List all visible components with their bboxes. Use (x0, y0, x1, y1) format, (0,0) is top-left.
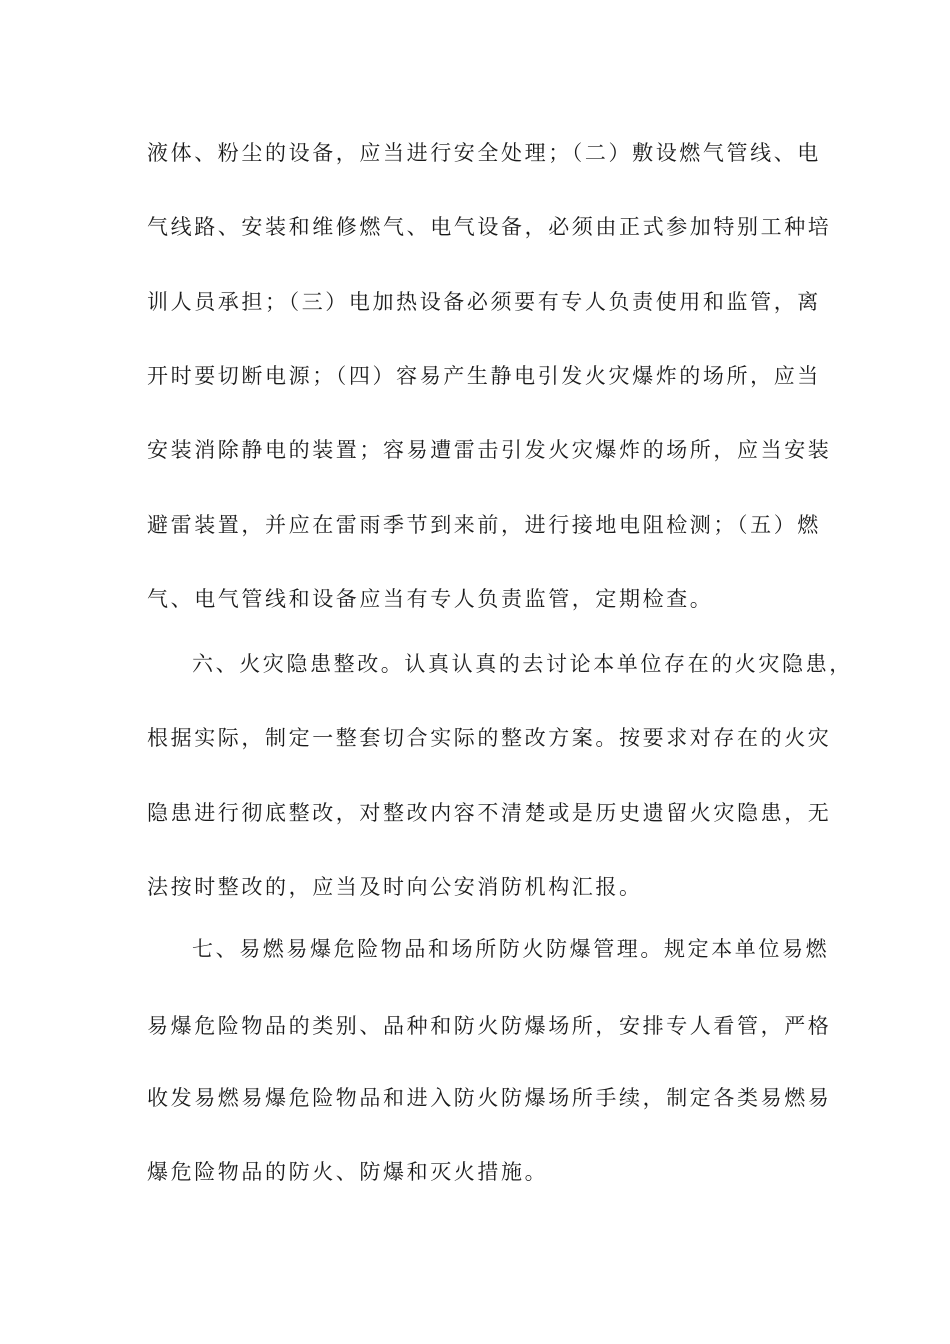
text-line: 液体、粉尘的设备，应当进行安全处理；（二）敷设燃气管线、电 (147, 141, 821, 165)
text-line: 气、电气管线和设备应当有专人负责监管，定期检查。 (147, 587, 714, 611)
paragraph-six-first-line: 六、火灾隐患整改。认真认真的去讨论本单位存在的火灾隐患， (192, 652, 853, 676)
text-line: 训人员承担；（三）电加热设备必须要有专人负责使用和监管，离 (147, 290, 821, 314)
text-line: 爆危险物品的防火、防爆和灭火措施。 (147, 1160, 549, 1184)
text-line: 开时要切断电源；（四）容易产生静电引发火灾爆炸的场所，应当 (147, 364, 821, 388)
text-line: 避雷装置，并应在雷雨季节到来前，进行接地电阻检测；（五）燃 (147, 513, 821, 537)
text-line: 气线路、安装和维修燃气、电气设备，必须由正式参加特别工种培 (147, 215, 832, 239)
text-line: 根据实际，制定一整套切合实际的整改方案。按要求对存在的火灾 (147, 726, 832, 750)
text-line: 法按时整改的，应当及时向公安消防机构汇报。 (147, 875, 643, 899)
text-line: 安装消除静电的装置；容易遭雷击引发火灾爆炸的场所，应当安装 (147, 438, 832, 462)
paragraph-seven-first-line: 七、易燃易爆危险物品和场所防火防爆管理。规定本单位易燃 (192, 937, 830, 961)
text-line: 收发易燃易爆危险物品和进入防火防爆场所手续，制定各类易燃易 (147, 1086, 832, 1110)
text-line: 易爆危险物品的类别、品种和防火防爆场所，安排专人看管，严格 (147, 1014, 832, 1038)
text-line: 隐患进行彻底整改，对整改内容不清楚或是历史遗留火灾隐患，无 (147, 801, 832, 825)
